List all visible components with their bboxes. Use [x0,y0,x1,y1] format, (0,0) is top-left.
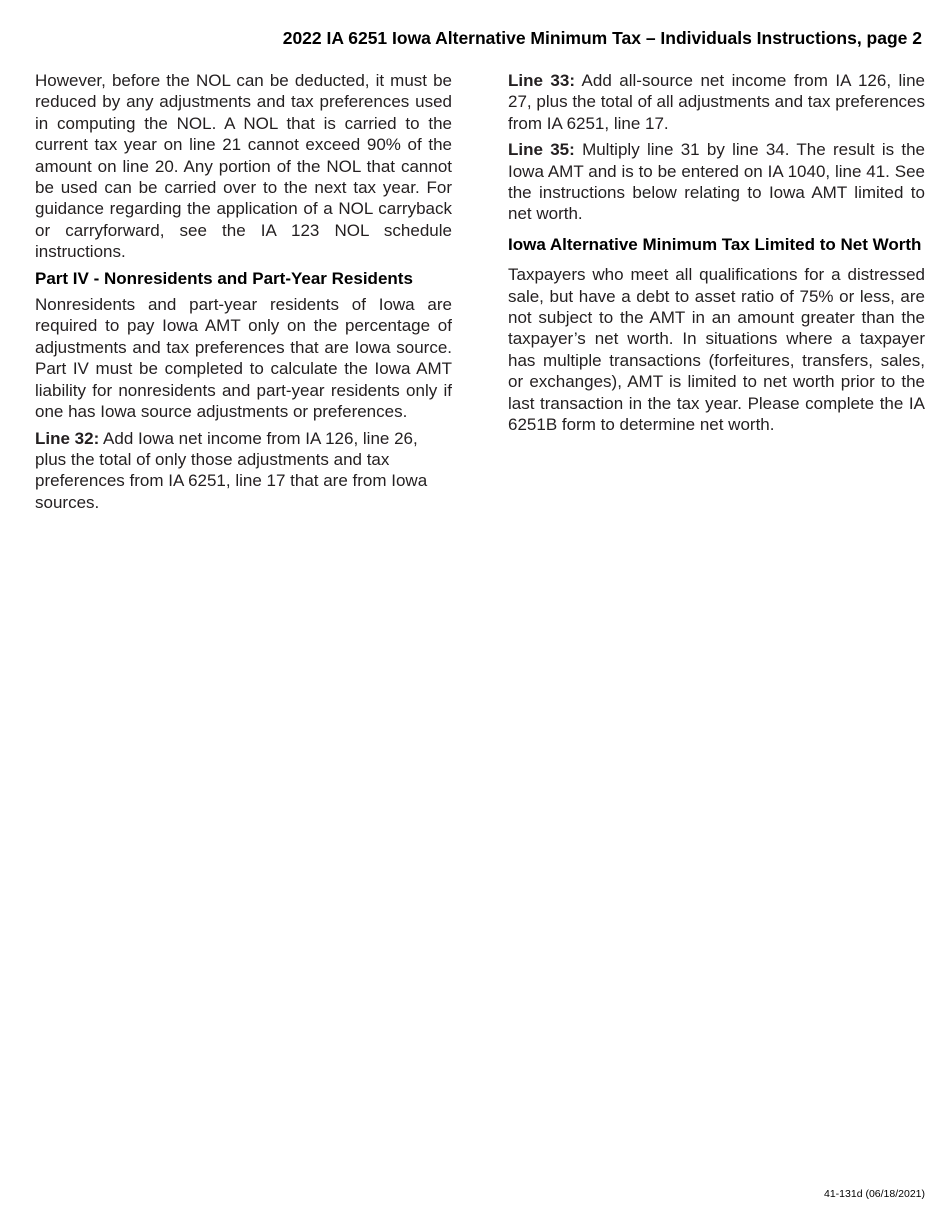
line-35-text: Multiply line 31 by line 34. The result is the Iowa AMT and is to be entered on IA 1040, line 41. See the instructions below relating to Iowa AMT limited to net worth. [508,140,925,224]
line-35-label: Line 35: [508,140,575,160]
net-worth-heading: Iowa Alternative Minimum Tax Limited to Net Worth [508,234,922,254]
line-32-label: Line 32: [35,428,100,448]
net-worth-paragraph: Taxpayers who meet all qualifications for a distressed sale, but have a debt to asset ratio of 75% or less, are not subject to the AMT in an amount greater than the taxpayer’s net worth. In situations where a taxpayer has multiple transactions (forfeitures, transfers, sales, or exchanges), AMT is limited to net worth prior to the last transaction in the tax year. Please complete the IA 6251B form to determine net worth. [508,265,925,435]
form-code: 41-131d (06/18/2021) [824,1188,925,1200]
part-iv-paragraph: Nonresidents and part-year residents of Iowa are required to pay Iowa AMT only on the percentage of adjustments and tax preferences that are Iowa source. Part IV must be completed to calculate the Iowa AMT liability for nonresidents and part-year residents only if one has Iowa source adjustments or preferences. [35,295,452,422]
part-iv-heading: Part IV - Nonresidents and Part-Year Residents [35,268,413,288]
line-33-paragraph [508,70,925,134]
left-column [35,70,452,518]
line-32-paragraph [35,428,452,514]
line-33-label: Line 33: [508,71,576,90]
line-32-text: Add Iowa net income from IA 126, line 26, plus the total of only those adjustments and tax preferences from IA 6251, line 17 that are from Iowa sources. [35,428,428,512]
line-35-paragraph [508,139,925,225]
nol-paragraph: However, before the NOL can be deducted, it must be reduced by any adjustments and tax preferences used in computing the NOL. A NOL that is carried to the current tax year on line 21 cannot exceed 90% of the amount on line 20. Any portion of the NOL that cannot be used can be carried over to the next tax year. For guidance regarding the application of a NOL carryback or carryforward, see the IA 123 NOL schedule instructions. [35,71,452,262]
right-column [508,70,925,441]
line-33-text: Add all-source net income from IA 126, line 27, plus the total of all adjustments and tax preferences from IA 6251, line 17. [508,71,925,133]
page-title: 2022 IA 6251 Iowa Alternative Minimum Tax – Individuals Instructions, page 2 [282,28,922,48]
